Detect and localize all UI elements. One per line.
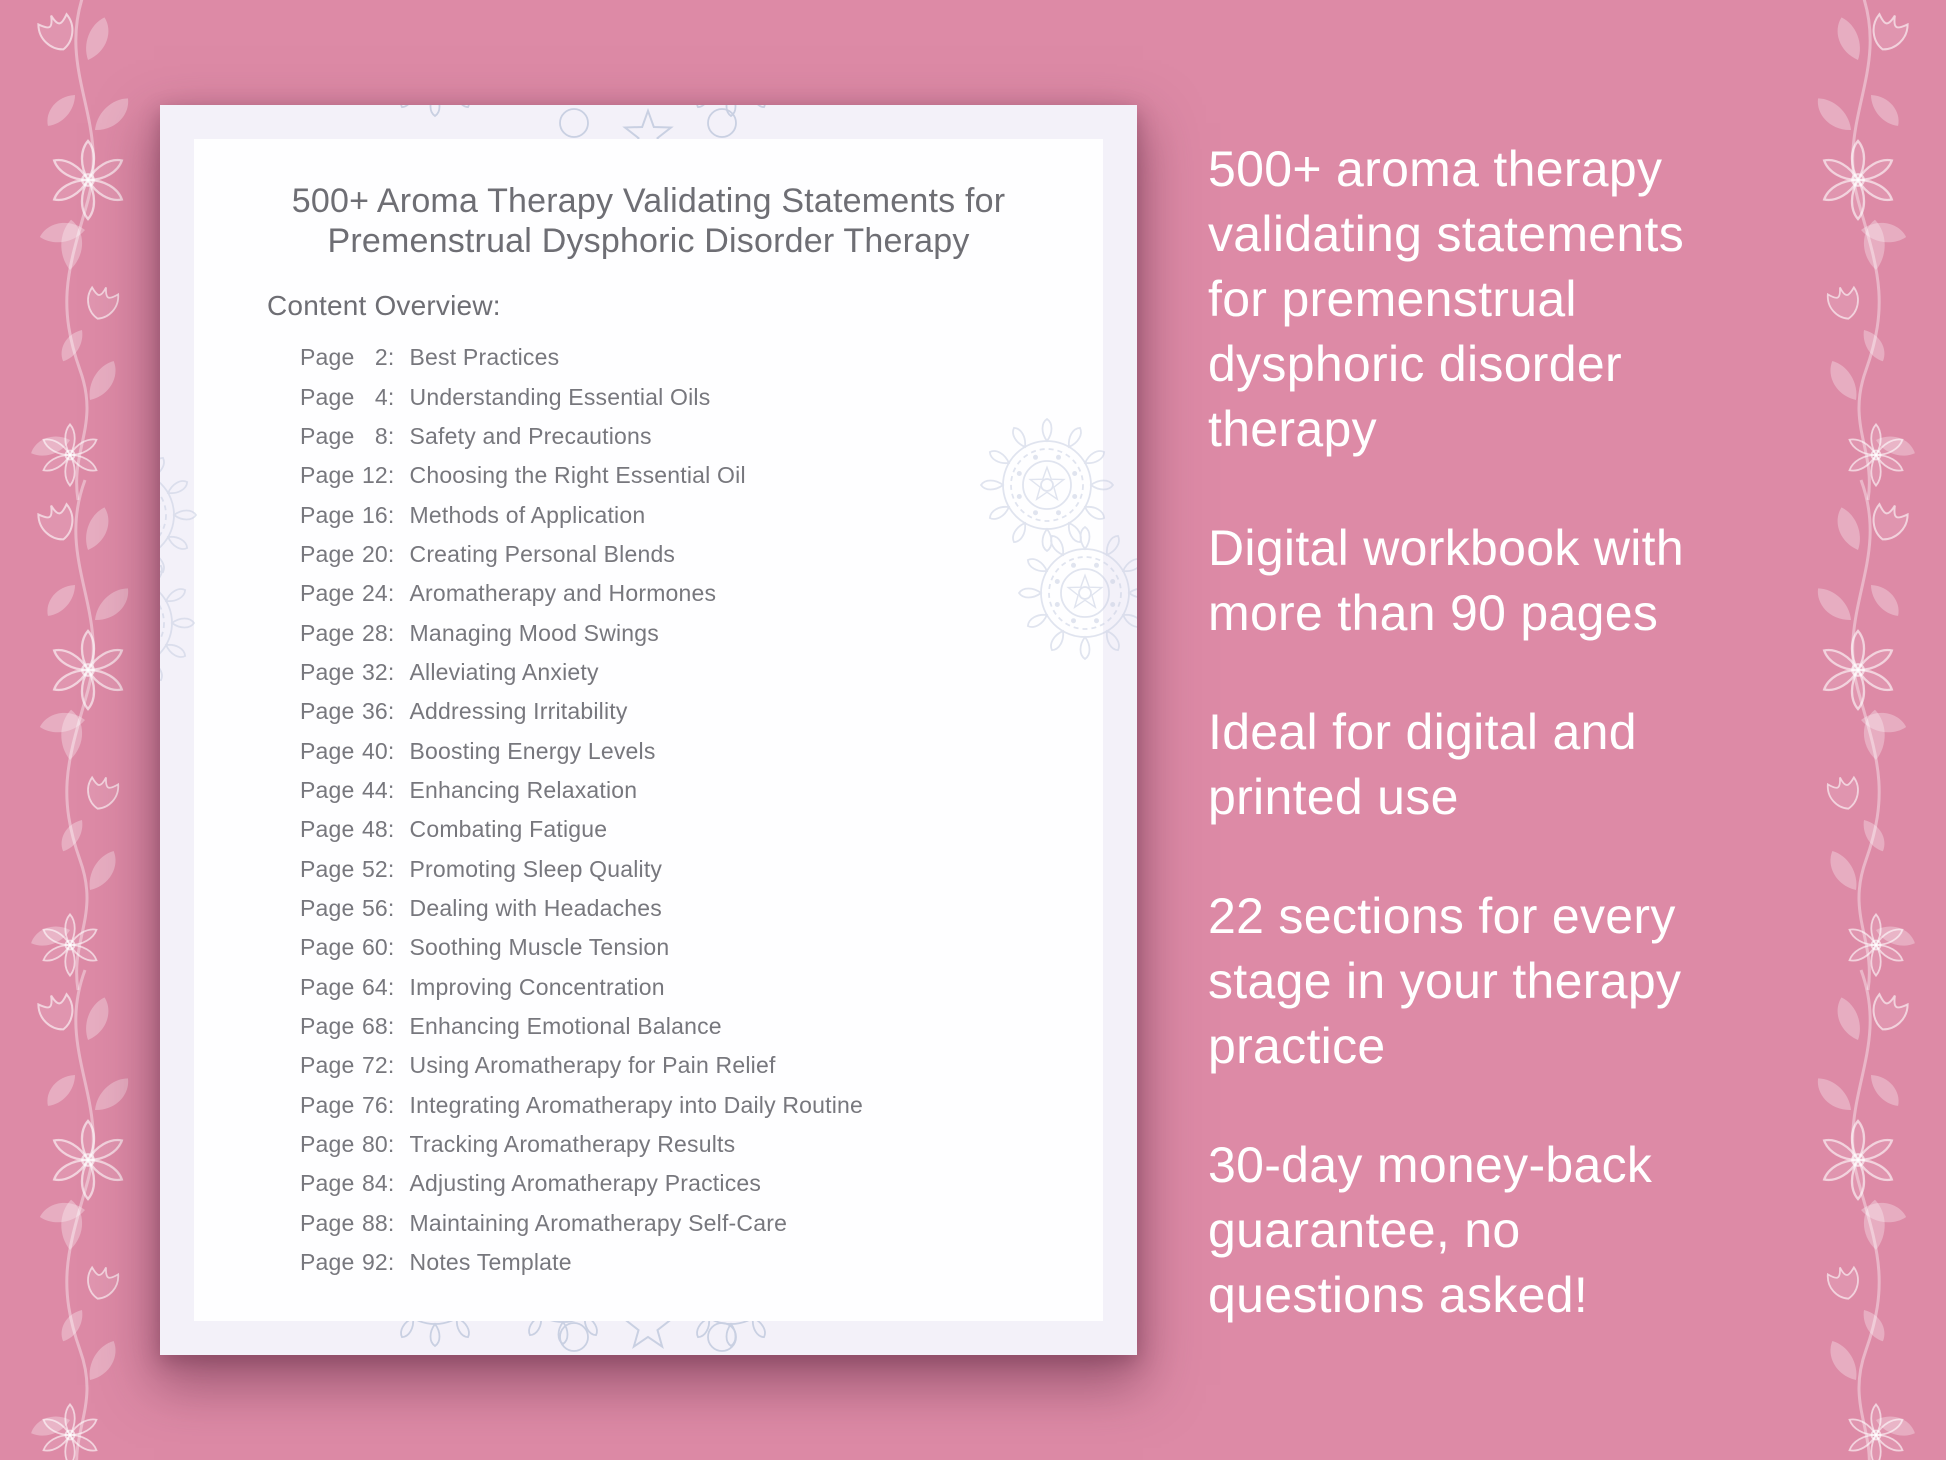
toc-page-word: Page xyxy=(300,737,355,764)
toc-page-number: 48: xyxy=(361,816,395,843)
toc-section-title: Aromatherapy and Hormones xyxy=(409,580,717,607)
toc-page-word: Page xyxy=(300,894,355,921)
benefit-line: guarantee, no xyxy=(1208,1202,1521,1258)
toc-section-title: Creating Personal Blends xyxy=(409,540,676,567)
benefit-paragraph xyxy=(1208,516,1908,646)
workbook-cover-sheet xyxy=(160,105,1137,1355)
benefit-line: therapy xyxy=(1208,401,1377,457)
toc-page-number: 84: xyxy=(361,1170,395,1197)
benefit-line: questions asked! xyxy=(1208,1267,1589,1323)
toc-section-title: Choosing the Right Essential Oil xyxy=(409,462,746,489)
toc-section-title: Enhancing Relaxation xyxy=(409,776,638,803)
toc-section-title: Managing Mood Swings xyxy=(409,619,659,646)
benefit-paragraph xyxy=(1208,884,1908,1079)
toc-page-number: 68: xyxy=(361,1013,395,1040)
toc-page-number: 32: xyxy=(361,658,395,685)
benefit-paragraph xyxy=(1208,137,1908,462)
toc-section-title: Using Aromatherapy for Pain Relief xyxy=(409,1052,776,1079)
toc-section-title: Combating Fatigue xyxy=(409,816,608,843)
toc-page-word: Page xyxy=(300,462,355,489)
toc-page-number: 2: xyxy=(374,344,395,371)
toc-page-number: 64: xyxy=(361,973,395,1000)
toc-section-title: Boosting Energy Levels xyxy=(409,737,656,764)
toc-section-title: Maintaining Aromatherapy Self-Care xyxy=(409,1209,788,1236)
toc-page-word: Page xyxy=(300,1131,355,1158)
toc-page-word: Page xyxy=(300,1052,355,1079)
toc-page-word: Page xyxy=(300,540,355,567)
toc-page-number: 12: xyxy=(361,462,395,489)
toc-page-word: Page xyxy=(300,934,355,961)
toc-page-word: Page xyxy=(300,383,355,410)
toc-section-title: Integrating Aromatherapy into Daily Routine xyxy=(409,1091,864,1118)
toc-page-number: 8: xyxy=(374,422,395,449)
toc-page-word: Page xyxy=(300,973,355,1000)
toc-section-title: Tracking Aromatherapy Results xyxy=(409,1131,736,1158)
toc-page-number: 16: xyxy=(361,501,395,528)
benefit-line: practice xyxy=(1208,1018,1386,1074)
toc-page-number: 20: xyxy=(361,540,395,567)
benefit-line: 30-day money-back xyxy=(1208,1137,1653,1193)
toc-page-word: Page xyxy=(300,1209,355,1236)
toc-page-word: Page xyxy=(300,1091,355,1118)
benefit-line: for premenstrual xyxy=(1208,271,1577,327)
benefit-line: printed use xyxy=(1208,769,1459,825)
mandala-edge-decoration xyxy=(160,105,1137,1355)
toc-page-number: 40: xyxy=(361,737,395,764)
toc-page-number: 36: xyxy=(361,698,395,725)
benefit-list xyxy=(1208,137,1908,1382)
benefit-line: stage in your therapy xyxy=(1208,953,1682,1009)
toc-page-number: 52: xyxy=(361,855,395,882)
toc-section-title: Best Practices xyxy=(409,344,560,371)
toc-section-title: Addressing Irritability xyxy=(409,698,628,725)
toc-page-word: Page xyxy=(300,501,355,528)
toc-page-number: 76: xyxy=(361,1091,395,1118)
toc-section-title: Notes Template xyxy=(409,1249,572,1276)
benefit-line: more than 90 pages xyxy=(1208,585,1659,641)
toc-page-word: Page xyxy=(300,658,355,685)
benefit-line: 500+ aroma therapy xyxy=(1208,141,1663,197)
toc-section-title: Alleviating Anxiety xyxy=(409,658,599,685)
toc-page-word: Page xyxy=(300,1170,355,1197)
document-title-line: Premenstrual Dysphoric Disorder Therapy xyxy=(327,222,970,260)
toc-page-number: 56: xyxy=(361,894,395,921)
toc-section-title: Promoting Sleep Quality xyxy=(409,855,663,882)
benefit-paragraph xyxy=(1208,700,1908,830)
toc-page-number: 44: xyxy=(361,776,395,803)
toc-page-word: Page xyxy=(300,855,355,882)
toc-page-word: Page xyxy=(300,816,355,843)
toc-page-word: Page xyxy=(300,698,355,725)
document-title-line: 500+ Aroma Therapy Validating Statements for xyxy=(291,182,1006,220)
toc-page-word: Page xyxy=(300,776,355,803)
toc-section-title: Understanding Essential Oils xyxy=(409,383,711,410)
toc-page-number: 72: xyxy=(361,1052,395,1079)
toc-section-title: Enhancing Emotional Balance xyxy=(409,1013,722,1040)
content-overview-heading: Content Overview: xyxy=(267,290,501,321)
toc-section-title: Dealing with Headaches xyxy=(409,894,662,921)
benefit-line: Digital workbook with xyxy=(1208,520,1684,576)
toc-section-title: Adjusting Aromatherapy Practices xyxy=(409,1170,762,1197)
benefit-line: validating statements xyxy=(1208,206,1685,262)
toc-page-word: Page xyxy=(300,619,355,646)
toc-page-word: Page xyxy=(300,344,355,371)
toc-page-number: 92: xyxy=(361,1249,395,1276)
toc-page-number: 60: xyxy=(361,934,395,961)
floral-vine-left-icon xyxy=(0,0,165,1460)
benefit-line: dysphoric disorder xyxy=(1208,336,1622,392)
toc-page-number: 80: xyxy=(361,1131,395,1158)
toc-page-number: 4: xyxy=(374,383,395,410)
benefit-line: 22 sections for every xyxy=(1208,888,1676,944)
toc-page-number: 88: xyxy=(361,1209,395,1236)
toc-section-title: Methods of Application xyxy=(409,501,646,528)
toc-page-number: 24: xyxy=(361,580,395,607)
benefit-line: Ideal for digital and xyxy=(1208,704,1637,760)
toc-page-number: 28: xyxy=(361,619,395,646)
benefit-paragraph xyxy=(1208,1133,1908,1328)
toc-page-word: Page xyxy=(300,1249,355,1276)
toc-section-title: Soothing Muscle Tension xyxy=(409,934,670,961)
toc-section-title: Safety and Precautions xyxy=(409,422,652,449)
toc-page-word: Page xyxy=(300,1013,355,1040)
toc-section-title: Improving Concentration xyxy=(409,973,665,1000)
toc-page-word: Page xyxy=(300,580,355,607)
toc-page-word: Page xyxy=(300,422,355,449)
